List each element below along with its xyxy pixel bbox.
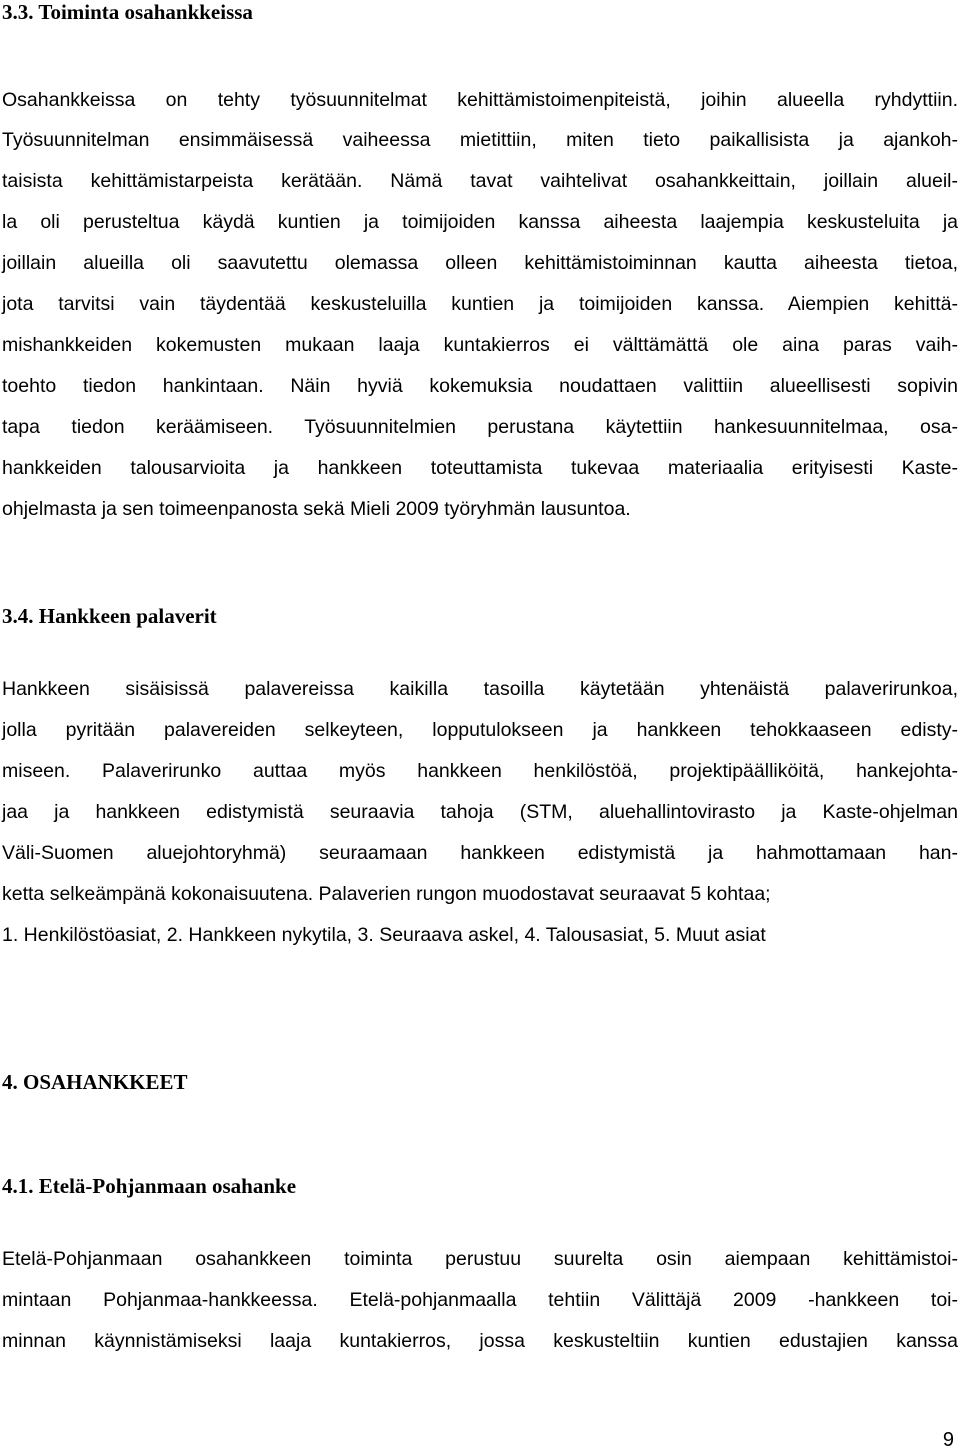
section-heading-4-1: 4.1. Etelä-Pohjanmaan osahanke: [2, 1174, 297, 1198]
paragraph-line: tapa tiedon keräämiseen. Työsuunnitelmien perustana käytettiin hankesuunnitelmaa, osa-: [2, 416, 958, 438]
paragraph-line: Työsuunnitelman ensimmäisessä vaiheessa mietittiin, miten tieto paikallisista ja ajankoh-: [2, 129, 958, 151]
paragraph-line: ohjelmasta ja sen toimeenpanosta sekä Mieli 2009 työryhmän lausuntoa.: [2, 498, 631, 520]
section-heading-3-4: 3.4. Hankkeen palaverit: [2, 604, 217, 628]
paragraph-line: toehto tiedon hankintaan. Näin hyviä kokemuksia noudattaen valittiin alueellisesti sopivin: [2, 375, 958, 397]
paragraph-line: jolla pyritään palavereiden selkeyteen, lopputulokseen ja hankkeen tehokkaaseen edisty-: [2, 719, 958, 741]
paragraph-line: Etelä-Pohjanmaan osahankkeen toiminta perustuu suurelta osin aiempaan kehittämistoi-: [2, 1248, 958, 1270]
paragraph-line: hankkeiden talousarvioita ja hankkeen toteuttamista tukevaa materiaalia erityisesti Kaste-: [2, 457, 958, 479]
paragraph-line: joillain alueilla oli saavutettu olemassa olleen kehittämistoiminnan kautta aiheesta tietoa,: [2, 252, 958, 274]
paragraph-line: jota tarvitsi vain täydentää keskusteluilla kuntien ja toimijoiden kanssa. Aiempien kehittä-: [2, 293, 958, 315]
section-heading-3-3: 3.3. Toiminta osahankkeissa: [2, 0, 253, 24]
page-number: 9: [942, 1429, 954, 1451]
paragraph-line: mishankkeiden kokemusten mukaan laaja kuntakierros ei välttämättä ole aina paras vaih-: [2, 334, 958, 356]
paragraph-line: 1. Henkilöstöasiat, 2. Hankkeen nykytila, 3. Seuraava askel, 4. Talousasiat, 5. Muut asiat: [2, 924, 766, 946]
paragraph-line: la oli perusteltua käydä kuntien ja toimijoiden kanssa aiheesta laajempia keskusteluita ja: [2, 211, 958, 233]
paragraph-line: minnan käynnistämiseksi laaja kuntakierros, jossa keskusteltiin kuntien edustajien kanssa: [2, 1330, 958, 1352]
paragraph-line: jaa ja hankkeen edistymistä seuraavia tahoja (STM, aluehallintovirasto ja Kaste-ohjelman: [2, 801, 958, 823]
section-heading-4: 4. OSAHANKKEET: [2, 1070, 188, 1094]
paragraph-line: Hankkeen sisäisissä palavereissa kaikilla tasoilla käytetään yhtenäistä palaverirunkoa,: [2, 678, 958, 700]
paragraph-line: Väli-Suomen aluejohtoryhmä) seuraamaan hankkeen edistymistä ja hahmottamaan han-: [2, 842, 958, 864]
paragraph-line: taisista kehittämistarpeista kerätään. Nämä tavat vaihtelivat osahankkeittain, joillain alueil-: [2, 170, 958, 192]
paragraph-line: miseen. Palaverirunko auttaa myös hankkeen henkilöstöä, projektipäälliköitä, hankejohta-: [2, 760, 958, 782]
paragraph-line: Osahankkeissa on tehty työsuunnitelmat kehittämistoimenpiteistä, joihin alueella ryhdyttiin.: [2, 89, 958, 111]
paragraph-line: ketta selkeämpänä kokonaisuutena. Palaverien rungon muodostavat seuraavat 5 kohtaa;: [2, 883, 771, 905]
paragraph-line: mintaan Pohjanmaa-hankkeessa. Etelä-pohjanmaalla tehtiin Välittäjä 2009 -hankkeen toi-: [2, 1289, 958, 1311]
